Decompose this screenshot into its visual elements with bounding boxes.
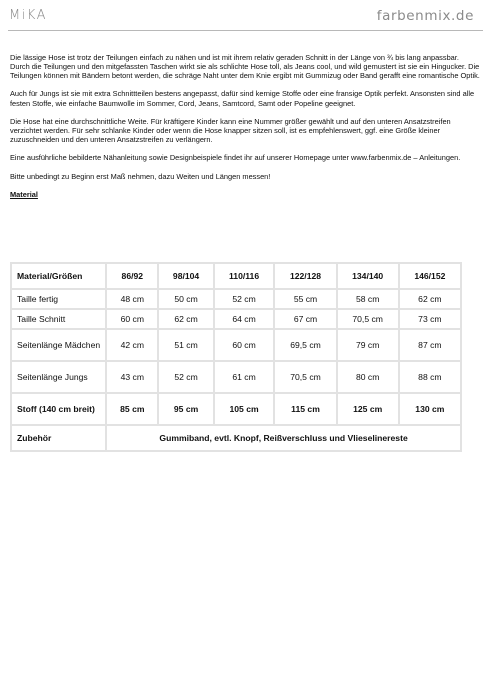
header-cell: 110/116	[215, 264, 274, 288]
table-cell: 85 cm	[107, 394, 157, 424]
intro-paragraph-1: Die lässige Hose ist trotz der Teilungen einfach zu nähen und ist mit ihrem relativ geraden Schnitt in der Länge von ¾ bis lang anpassbar. Durch die Teilungen und den mitgefassten Taschen wirkt sie als schlichte Hose toll, als Jeans cool, und wild gemustert ist sie ein Hingucker. Die Teilungen können mit Bändern betont werden, die schräge Naht unter dem Knie ergibt mit Gummizug oder Band gerafft eine romantische Optik.	[10, 53, 480, 81]
header-cell: 134/140	[338, 264, 398, 288]
table-cell: 58 cm	[338, 290, 398, 308]
pattern-title: MiKA	[9, 8, 48, 23]
table-cell: 130 cm	[400, 394, 460, 424]
table-cell: 67 cm	[275, 310, 335, 328]
table-cell: 43 cm	[107, 362, 157, 392]
table-row	[12, 394, 460, 424]
table-cell: 60 cm	[107, 310, 157, 328]
table-cell: 115 cm	[275, 394, 335, 424]
table-cell: 95 cm	[159, 394, 212, 424]
table-cell: 60 cm	[215, 330, 274, 360]
row-label: Taille Schnitt	[12, 310, 105, 328]
table-row	[12, 330, 460, 360]
table-cell: 62 cm	[400, 290, 460, 308]
intro-paragraph-4: Eine ausführliche bebilderte Nähanleitung sowie Designbeispiele findet ihr auf unserer Homepage unter www.farbenmix.de – Anleitungen.	[10, 153, 461, 163]
table-cell: 42 cm	[107, 330, 157, 360]
table-row-zubehoer	[12, 426, 460, 450]
header-divider	[8, 30, 483, 31]
table-cell: 70,5 cm	[338, 310, 398, 328]
table-cell: 88 cm	[400, 362, 460, 392]
table-cell: 87 cm	[400, 330, 460, 360]
table-cell: 51 cm	[159, 330, 212, 360]
table-cell: 62 cm	[159, 310, 212, 328]
table-cell: 48 cm	[107, 290, 157, 308]
intro-text	[10, 53, 480, 208]
table-cell: 52 cm	[215, 290, 274, 308]
table-header-row	[12, 264, 460, 288]
table-cell: 80 cm	[338, 362, 398, 392]
table-cell: 55 cm	[275, 290, 335, 308]
table-cell: 73 cm	[400, 310, 460, 328]
header-cell: 86/92	[107, 264, 157, 288]
row-label: Seitenlänge Jungs	[12, 362, 105, 392]
intro-paragraph-5: Bitte unbedingt zu Beginn erst Maß nehmen, dazu Weiten und Längen messen!	[10, 171, 271, 181]
zubehoer-value: Gummiband, evtl. Knopf, Reißverschluss und Vlieselinereste	[107, 426, 460, 450]
table-cell: 125 cm	[338, 394, 398, 424]
row-label: Zubehör	[12, 426, 105, 450]
header-cell: 98/104	[159, 264, 212, 288]
table-row	[12, 362, 460, 392]
header-cell: 146/152	[400, 264, 460, 288]
table-cell: 50 cm	[159, 290, 212, 308]
size-table	[10, 262, 462, 452]
table-cell: 69,5 cm	[275, 330, 335, 360]
header-cell: Material/Größen	[12, 264, 105, 288]
table-cell: 64 cm	[215, 310, 274, 328]
table-cell: 52 cm	[159, 362, 212, 392]
row-label: Stoff (140 cm breit)	[12, 394, 105, 424]
intro-paragraph-3: Die Hose hat eine durchschnittliche Weite. Für kräftigere Kinder kann eine Nummer größer gewählt und auf den unteren Ansatzstreifen verzichtet werden. Für sehr schlanke Kinder oder wenn die Hose knapper sitzen soll, ist es empfehlenswert, ggf. eine Größe kleiner zuzuschneiden und den unteren Ansatzstreifen zu verlängern.	[10, 116, 451, 145]
table-cell: 79 cm	[338, 330, 398, 360]
table-row	[12, 310, 460, 328]
row-label: Taille fertig	[12, 290, 105, 308]
brand-logo-text: farbenmix.de	[376, 8, 474, 24]
table-cell: 61 cm	[215, 362, 274, 392]
material-heading: Material	[10, 189, 38, 199]
intro-paragraph-2: Auch für Jungs ist sie mit extra Schnittteilen bestens angepasst, dafür sind kernige Stoffe oder eine fransige Optik perfekt. Ansonsten sind alle festen Stoffe, wie einfache Baumwolle im Sommer, Cord, Jeans, Samtcord, Samt oder Popeline geeignet.	[10, 89, 475, 108]
header-cell: 122/128	[275, 264, 335, 288]
table-row	[12, 290, 460, 308]
table-cell: 105 cm	[215, 394, 274, 424]
table-cell: 70,5 cm	[275, 362, 335, 392]
row-label: Seitenlänge Mädchen	[12, 330, 105, 360]
